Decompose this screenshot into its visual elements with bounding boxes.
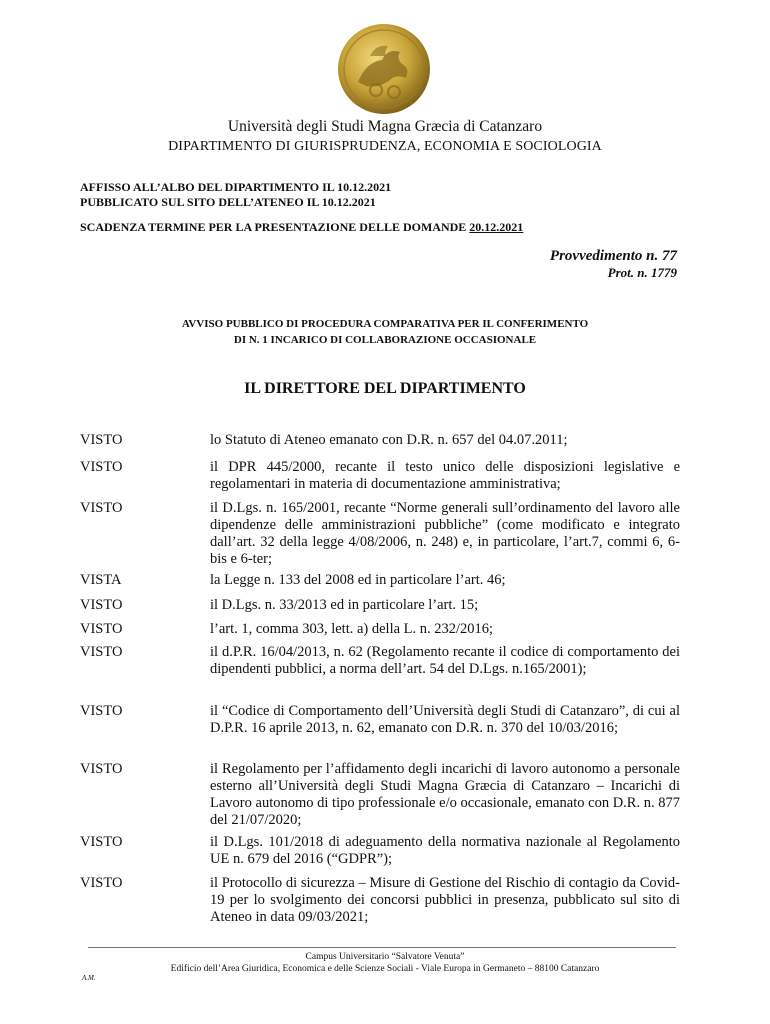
visto-text: l’art. 1, comma 303, lett. a) della L. n. 232/2016; — [210, 621, 494, 637]
visto-label: VISTO — [80, 644, 123, 660]
pubblicato-line: PUBBLICATO SUL SITO DELL’ATENEO IL 10.12.2021 — [80, 195, 376, 209]
visto-label: VISTO — [80, 432, 123, 448]
footer-initials: A.M. — [82, 974, 96, 982]
visto-text: il Protocollo di sicurezza – Misure di Gestione del Rischio di contagio da Covid-19 per lo svolgimento dei concorsi pubblici in presenza, pubblicato sul sito di Ateneo in data 09/03/2021; — [210, 875, 680, 925]
visto-item — [80, 703, 690, 737]
footer-address: Edificio dell’Area Giuridica, Economica e delle Scienze Sociali - Viale Europa in Germaneto – 88100 Catanzaro — [170, 964, 600, 974]
provvedimento-number: Provvedimento n. 77 — [549, 248, 677, 264]
visto-label: VISTO — [80, 703, 123, 719]
visto-text: il Regolamento per l’affidamento degli incarichi di lavoro autonomo a personale esterno all’Università degli Studi Magna Græcia di Catanzaro – Incarichi di Lavoro autonomo di tipo professionale e/o occasionale, emanato con D.R. n. 877 del 21/07/2020; — [210, 761, 680, 828]
footer-divider — [88, 947, 676, 948]
visto-text: il D.Lgs. n. 33/2013 ed in particolare l’art. 15; — [210, 597, 479, 613]
protocol-number: Prot. n. 1779 — [607, 265, 677, 280]
visto-item — [80, 644, 690, 678]
visto-label: VISTO — [80, 834, 123, 850]
visto-item — [80, 761, 690, 829]
footer-campus: Campus Universitario “Salvatore Venuta” — [305, 952, 465, 962]
scadenza-label: SCADENZA TERMINE PER LA PRESENTAZIONE DELLE DOMANDE — [80, 220, 470, 234]
director-heading: IL DIRETTORE DEL DIPARTIMENTO — [244, 380, 526, 397]
visto-text: il D.Lgs. n. 165/2001, recante “Norme generali sull’ordinamento del lavoro alle dipendenze delle amministrazioni pubbliche” (come modificato e integrato dall’art. 32 della legge 4/08/2006, n. 248) e, in particolare, l’art.7, commi 6, 6-bis e 6-ter; — [210, 500, 680, 567]
visto-label: VISTO — [80, 597, 123, 613]
visto-label: VISTO — [80, 500, 123, 516]
avviso-title-line1: AVVISO PUBBLICO DI PROCEDURA COMPARATIVA PER IL CONFERIMENTO — [181, 318, 589, 330]
visto-item — [80, 432, 690, 449]
visto-label: VISTO — [80, 621, 123, 637]
visto-item — [80, 621, 690, 638]
avviso-title-line2: DI N. 1 INCARICO DI COLLABORAZIONE OCCASIONALE — [233, 334, 537, 346]
visto-item — [80, 459, 690, 493]
visto-item — [80, 500, 690, 568]
visto-label: VISTA — [80, 572, 122, 588]
visto-item — [80, 834, 690, 868]
visto-label: VISTO — [80, 761, 123, 777]
university-name: Università degli Studi Magna Græcia di Catanzaro — [227, 118, 543, 135]
visto-item — [80, 597, 690, 614]
department-name: DIPARTIMENTO DI GIURISPRUDENZA, ECONOMIA E SOCIOLOGIA — [168, 139, 602, 154]
scadenza-date: 20.12.2021 — [469, 220, 524, 234]
affisso-line: AFFISSO ALL’ALBO DEL DIPARTIMENTO IL 10.12.2021 — [80, 180, 392, 194]
visto-text: il d.P.R. 16/04/2013, n. 62 (Regolamento recante il codice di comportamento dei dipendenti pubblici, a norma dell’art. 54 del D.Lgs. n.165/2001); — [210, 644, 680, 677]
visto-item — [80, 875, 690, 926]
university-seal-logo — [336, 22, 432, 116]
visto-label: VISTO — [80, 459, 123, 475]
visto-text: il “Codice di Comportamento dell’Università degli Studi di Catanzaro”, di cui al D.P.R. 16 aprile 2013, n. 62, emanato con D.R. n. 370 del 10/03/2016; — [210, 703, 680, 736]
visto-text: il D.Lgs. 101/2018 di adeguamento della normativa nazionale al Regolamento UE n. 679 del 2016 (“GDPR”); — [210, 834, 680, 867]
visto-text: lo Statuto di Ateneo emanato con D.R. n. 657 del 04.07.2011; — [210, 432, 568, 448]
visto-item — [80, 572, 690, 589]
scadenza-line — [80, 220, 523, 235]
visto-text: la Legge n. 133 del 2008 ed in particolare l’art. 46; — [210, 572, 506, 588]
visto-label: VISTO — [80, 875, 123, 891]
visto-text: il DPR 445/2000, recante il testo unico delle disposizioni legislative e regolamentari in materia di documentazione amministrativa; — [210, 459, 680, 492]
